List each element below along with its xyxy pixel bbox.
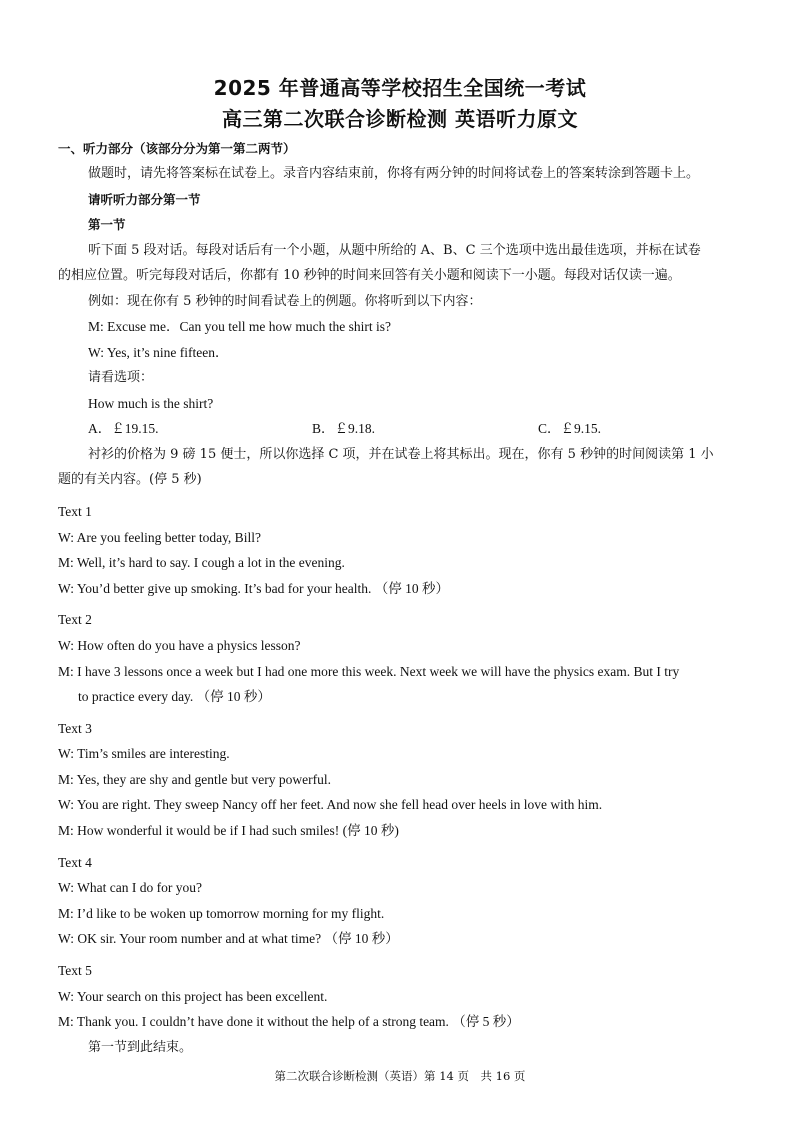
- text-3-label: Text 3: [58, 721, 92, 736]
- text-1-line: W: Are you feeling better today, Bill?: [58, 530, 261, 545]
- text-1-line: W: You’d better give up smoking. It’s bad for your health. （停 10 秒）: [58, 581, 449, 596]
- part-title: 第一节: [88, 217, 126, 232]
- example-intro: 例如：现在你有 5 秒钟的时间看试卷上的例题。你将听到以下内容：: [88, 294, 482, 309]
- text-5-label: Text 5: [58, 963, 92, 978]
- option-b: B．￡9.18.: [312, 421, 376, 436]
- text-4-line: W: OK sir. Your room number and at what time? （停 10 秒）: [58, 931, 399, 946]
- document-subtitle: 高三第二次联合诊断检测 英语听力原文: [222, 107, 578, 131]
- text-3-line: M: How wonderful it would be if I had such smiles! (停 10 秒): [58, 823, 399, 838]
- example-question: How much is the shirt?: [88, 396, 214, 411]
- text-4-line: W: What can I do for you?: [58, 880, 202, 895]
- text-2-line: M: I have 3 lessons once a week but I had one more this week. Next week we will have the physics exam. But I try: [58, 664, 680, 679]
- section-heading: 一、听力部分（该部分分为第一第二两节）: [58, 141, 296, 156]
- directions-line-2: 的相应位置。听完每段对话后，你都有 10 秒钟的时间来回答有关小题和阅读下一小题。每段对话仅读一遍。: [58, 268, 681, 283]
- text-2-label: Text 2: [58, 612, 92, 627]
- directions-line-1: 听下面 5 段对话。每段对话后有一个小题，从题中所给的 A、B、C 三个选项中选出最佳选项，并标在试卷: [88, 243, 701, 258]
- section-end-note: 第一节到此结束。: [88, 1040, 193, 1055]
- instruction-text: 做题时，请先将答案标在试卷上。录音内容结束前，你将有两分钟的时间将试卷上的答案转涂到答题卡上。: [88, 166, 700, 181]
- options-prompt: 请看选项：: [88, 370, 154, 385]
- text-2-line: W: How often do you have a physics lesson?: [58, 638, 301, 653]
- text-4-label: Text 4: [58, 855, 92, 870]
- text-5-line: M: Thank you. I couldn’t have done it without the help of a strong team. （停 5 秒）: [58, 1014, 520, 1029]
- text-2-line: to practice every day. （停 10 秒）: [78, 689, 271, 704]
- option-a: A．￡19.15.: [88, 421, 159, 436]
- text-3-line: W: You are right. They sweep Nancy off her feet. And now she fell head over heels in love with him.: [58, 797, 603, 812]
- explanation-line-2: 题的有关内容。(停 5 秒): [58, 472, 202, 487]
- text-4-line: M: I’d like to be woken up tomorrow morning for my flight.: [58, 906, 385, 921]
- text-3-line: W: Tim’s smiles are interesting.: [58, 746, 230, 761]
- page-footer: 第二次联合诊断检测（英语）第 14 页 共 16 页: [274, 1069, 526, 1083]
- document-title: 2025 年普通高等学校招生全国统一考试: [213, 76, 587, 100]
- text-3-line: M: Yes, they are shy and gentle but very powerful.: [58, 772, 331, 787]
- option-c: C．￡9.15.: [538, 421, 602, 436]
- text-5-line: W: Your search on this project has been excellent.: [58, 989, 328, 1004]
- example-woman-line: W: Yes, it’s nine fifteen．: [88, 345, 229, 360]
- explanation-line-1: 衬衫的价格为 9 磅 15 便士，所以你选择 C 项，并在试卷上将其标出。现在，你有 5 秒钟的时间阅读第 1 小: [88, 447, 714, 462]
- part-note: 请听听力部分第一节: [88, 192, 201, 207]
- text-1-line: M: Well, it’s hard to say. I cough a lot in the evening.: [58, 555, 345, 570]
- text-1-label: Text 1: [58, 504, 92, 519]
- example-man-line: M: Excuse me．Can you tell me how much the shirt is?: [88, 319, 391, 334]
